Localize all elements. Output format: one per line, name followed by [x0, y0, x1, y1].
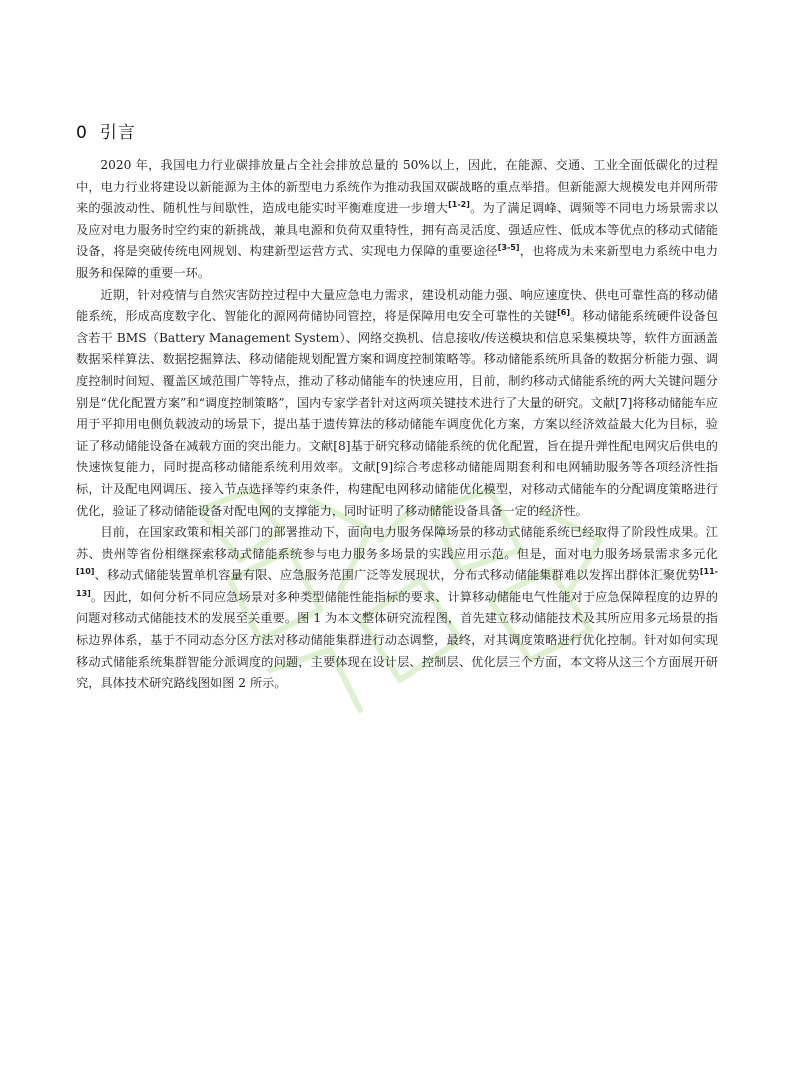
paragraph — [76, 522, 718, 695]
paragraph — [76, 155, 718, 285]
paragraph-text: 。因此，如何分析不同应急场景对多种类型储能性能指标的要求、计算移动储能电气性能对于应急保障程度的边界的问题对移动式储能技术的发展至关重要。图 1 为本文整体研究流程图，首先建立移动储能技术及其所应用多元场景的指标边界体系，基于不同动态分区方法对移动储能集群进行动态调整，最终，对其调度策略进行优化控制。针对如何实现移动式储能系统集群智能分派调度的问题，主要体现在设计层、控制层、优化层三个方面，本文将从这三个方面展开研究，具体技术研究路线图如图 2 所示。 — [76, 589, 718, 691]
section-number: 0 — [76, 123, 88, 143]
paragraph-text: 、移动式储能装置单机容量有限、应急服务范围广泛等发展现状，分布式移动储能集群难以发挥出群体汇聚优势 — [94, 568, 700, 583]
paragraph-text: 。为了满足调峰、调频等不同电力场景需求以及应对电力服务时空约束的新挑战，兼具电源和负荷双重特性，拥有高灵活度、强适应性、低成本等优点的移动式储能设备，将是突破传统电网规划、构建新型运营方式、实现电力保障的重要途径 — [76, 201, 718, 259]
article-body — [76, 118, 718, 695]
paragraph — [76, 285, 718, 523]
section-heading — [76, 118, 718, 143]
citation-superscript: [3-5] — [497, 243, 520, 253]
section-title: 引言 — [99, 123, 136, 143]
citation-superscript: [1-2] — [448, 200, 470, 210]
paragraph-text: ，也将成为未来新型电力系统中电力服务和保障的重要一环。 — [76, 244, 719, 280]
citation-superscript: [6] — [557, 308, 570, 318]
paragraph-text: 2020 年，我国电力行业碳排放量占全社会排放总量的 50%以上，因此，在能源、交通、工业全面低碳化的过程中，电力行业将建设以新能源为主体的新型电力系统作为推动我国双碳战略的重点举措。但新能源大规模发电并网所带来的强波动性、随机性与间歇性，造成电能实时平衡难度进一步增大 — [76, 158, 718, 216]
citation-superscript: [10] — [76, 567, 95, 577]
paragraph-text: 目前，在国家政策和相关部门的部署推动下，面向电力服务保障场景的移动式储能系统已经取得了阶段性成果。江苏、贵州等省份相继探索移动式储能系统参与电力服务多场景的实践应用示范。但是，面对电力服务场景需求多元化 — [76, 525, 718, 561]
paragraph-text: 。移动储能系统硬件设备包含若干 BMS（Battery Management System）、网络交换机、信息接收/传送模块和信息采集模块等，软件方面涵盖数据采样算法、数据挖掘算法、移动储能规划配置方案和调度控制策略等。移动储能系统所具备的数据分析能力强、调度控制时间短、覆盖区域范围广等特点，推动了移动储能车的快速应用，目前，制约移动式储能系统的两大关键问题分别是“优化配置方案”和“调度控制策略”，国内专家学者针对这两项关键技术进行了大量的研究。文献[7]将移动储能车应用于平抑用电侧负载波动的场景下，提出基于遗传算法的移动储能车调度优化方案，方案以经济效益最大化为目标，验证了移动储能设备在减载方面的突出能力。文献[8]基于研究移动储能系统的优化配置，旨在提升弹性配电网灾后供电的快速恢复能力，同时提高移动储能系统利用效率。文献[9]综合考虑移动储能周期套利和电网辅助服务等各项经济性指标，计及配电网调压、接入节点选择等约束条件，构建配电网移动储能优化模型，对移动式储能车的分配调度策略进行优化，验证了移动储能设备对配电网的支撑能力，同时证明了移动储能设备具备一定的经济性。 — [76, 309, 719, 518]
paragraph-text: 近期，针对疫情与自然灾害防控过程中大量应急电力需求，建设机动能力强、响应速度快、供电可靠性高的移动储能系统，形成高度数字化、智能化的源网荷储协同管控，将是保障用电安全可靠性的关键 — [76, 287, 718, 324]
citation-superscript: [11-13] — [76, 567, 718, 598]
